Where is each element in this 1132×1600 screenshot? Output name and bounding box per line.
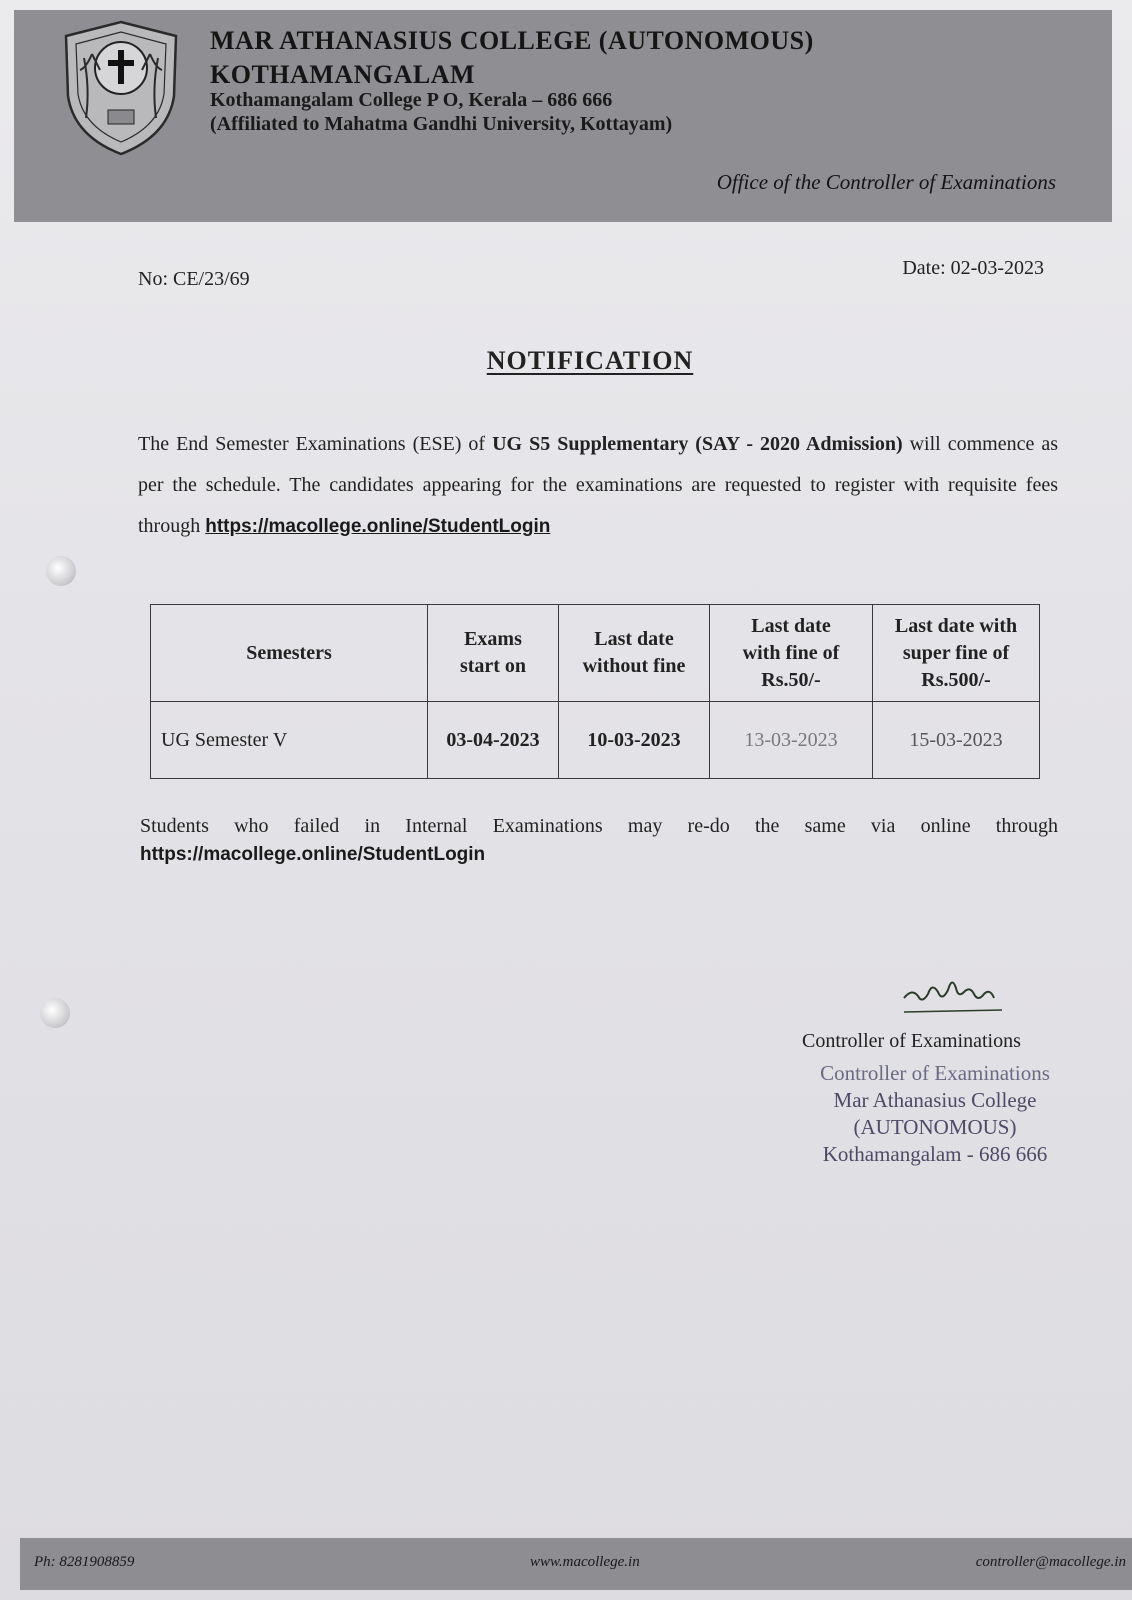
office-title: Office of the Controller of Examinations (716, 170, 1056, 194)
college-address (210, 88, 672, 136)
cell-without-fine: 10-03-2023 (559, 702, 710, 779)
college-name (210, 24, 814, 92)
cell-with-fine: 13-03-2023 (710, 702, 873, 779)
cell-super-fine: 15-03-2023 (873, 702, 1040, 779)
stamp-line2: Mar Athanasius College (833, 1088, 1037, 1112)
college-name-line2: KOTHAMANGALAM (210, 60, 476, 89)
header-semesters: Semesters (151, 605, 428, 702)
college-crest-logo (56, 18, 186, 158)
stamp-line1: Controller of Examinations (820, 1061, 1050, 1085)
table-row (151, 702, 1040, 779)
exam-schedule-table (150, 604, 1040, 779)
followup-paragraph: Students who failed in Internal Examinations may re-do the same via online through (140, 815, 1058, 837)
office-stamp (790, 1060, 1080, 1168)
intro-paragraph: The End Semester Examinations (ESE) of UG S5 Supplementary (SAY - 2020 Admission) will commence as per the schedule. The candidates appearing for the examinations are requested to register with requisite fees through https://macollege.online/StudentLogin (138, 433, 1058, 537)
college-name-line1: MAR ATHANASIUS COLLEGE (AUTONOMOUS) (210, 26, 814, 55)
footer-email[interactable]: controller@macollege.in (975, 1554, 1126, 1570)
table-header-row (151, 605, 1040, 702)
header-exams-start: Exams start on (428, 605, 559, 702)
followup-login-link[interactable]: https://macollege.online/StudentLogin (140, 844, 486, 865)
stamp-line3: (AUTONOMOUS) (853, 1115, 1017, 1139)
punch-hole (46, 556, 76, 586)
signer-title: Controller of Examinations (802, 1030, 1021, 1052)
address-line1: Kothamangalam College P O, Kerala – 686 666 (210, 89, 613, 111)
header-with-fine: Last date with fine of Rs.50/- (710, 605, 873, 702)
student-login-link[interactable]: https://macollege.online/StudentLogin (205, 516, 551, 537)
exam-name: UG S5 Supplementary (SAY - 2020 Admission) (492, 433, 903, 455)
address-line2: (Affiliated to Mahatma Gandhi University, Kottayam) (210, 113, 673, 135)
cell-exam-start: 03-04-2023 (428, 702, 559, 779)
footer-website[interactable]: www.macollege.in (530, 1554, 640, 1570)
notification-heading: NOTIFICATION (486, 346, 694, 375)
footer-phone: Ph: 8281908859 (34, 1554, 135, 1570)
stamp-line4: Kothamangalam - 686 666 (822, 1142, 1048, 1166)
header-without-fine: Last date without fine (559, 605, 710, 702)
document-date: Date: 02-03-2023 (902, 257, 1044, 279)
header-super-fine: Last date with super fine of Rs.500/- (873, 605, 1040, 702)
punch-hole (40, 998, 70, 1028)
handwritten-signature (898, 968, 1008, 1020)
cell-semester: UG Semester V (151, 702, 428, 779)
reference-number: No: CE/23/69 (138, 268, 250, 290)
